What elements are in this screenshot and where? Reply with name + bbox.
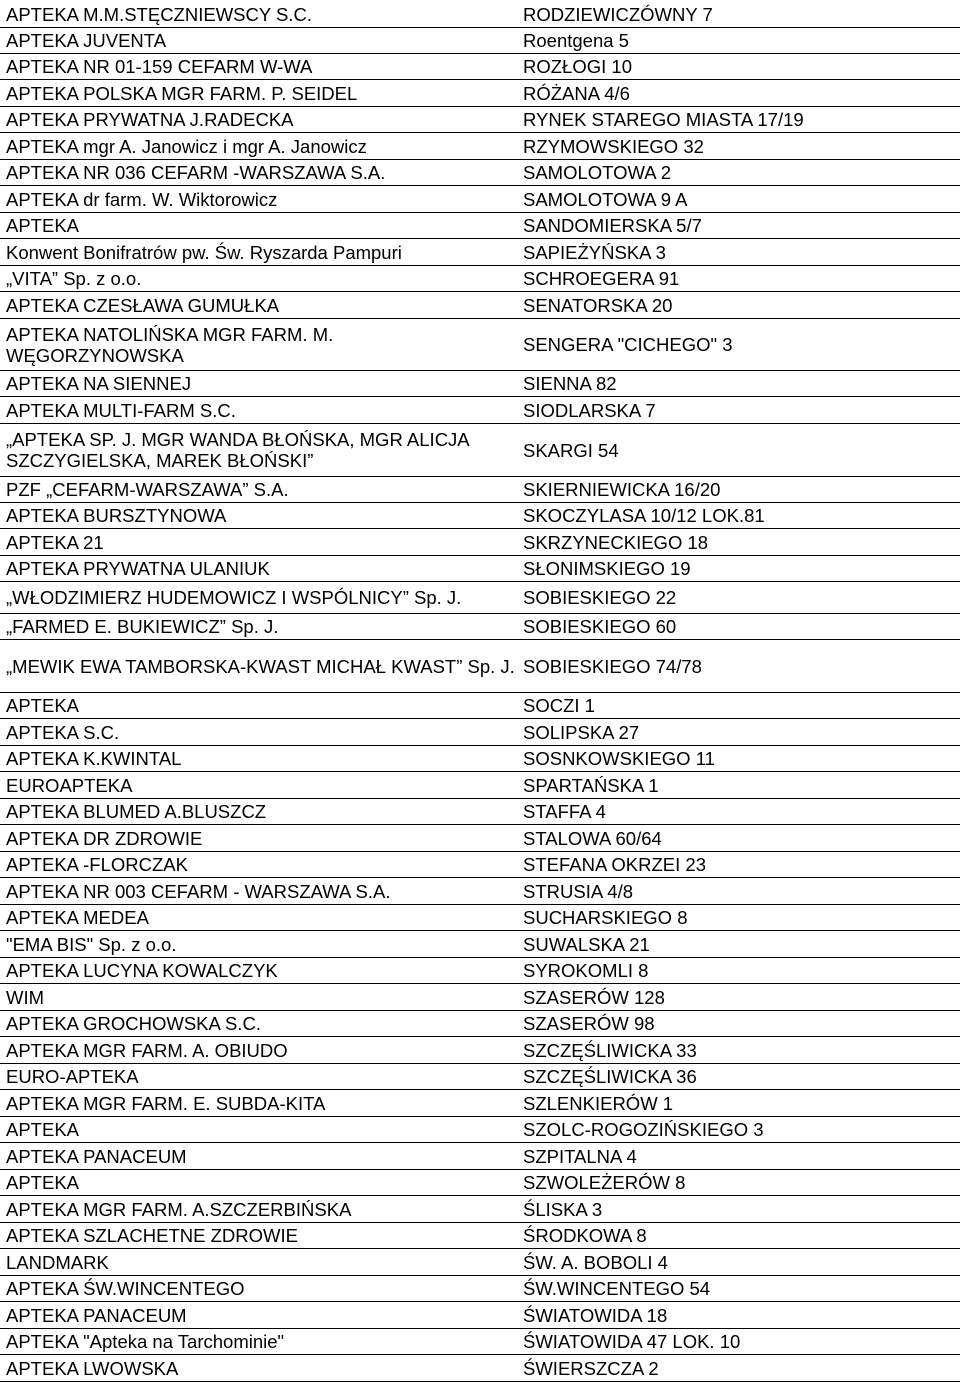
table-row: [0, 1170, 960, 1196]
pharmacy-name-cell: APTEKA 21: [6, 531, 104, 553]
table-row: [0, 1196, 960, 1223]
table-row: [0, 371, 960, 397]
pharmacy-address-cell: SCHROEGERA 91: [523, 268, 680, 289]
pharmacy-address-cell: ŚWIERSZCZA 2: [523, 1357, 659, 1379]
pharmacy-address-cell: STALOWA 60/64: [523, 827, 662, 849]
pharmacy-name-cell: APTEKA NR 01-159 CEFARM W-WA: [6, 56, 313, 77]
pharmacy-address-cell: RZYMOWSKIEGO 32: [523, 135, 704, 157]
pharmacy-address-cell: RYNEK STAREGO MIASTA 17/19: [523, 109, 804, 130]
pharmacy-address-cell: SZASERÓW 128: [523, 986, 665, 1008]
pharmacy-name-cell: APTEKA MGR FARM. A.SZCZERBIŃSKA: [6, 1198, 352, 1220]
pharmacy-name-cell: APTEKA LUCYNA KOWALCZYK: [6, 960, 278, 981]
pharmacy-name-cell: APTEKA BLUMED A.BLUSZCZ: [6, 801, 267, 822]
table-row: [0, 2, 960, 28]
pharmacy-name-cell: "EMA BIS" Sp. z o.o.: [6, 933, 177, 955]
pharmacy-address-cell: ŚW. A. BOBOLI 4: [523, 1251, 668, 1273]
pharmacy-name-cell: APTEKA "Apteka na Tarchominie": [6, 1331, 285, 1352]
pharmacy-name-cell: APTEKA: [6, 695, 79, 716]
pharmacy-name-cell: Konwent Bonifratrów pw. Św. Ryszarda Pampuri: [6, 241, 402, 263]
table-row: [0, 1037, 960, 1064]
pharmacy-address-cell: RODZIEWICZÓWNY 7: [523, 4, 713, 25]
pharmacy-name-cell: APTEKA NATOLIŃSKA MGR FARM. M. WĘGORZYNOWSKA: [6, 323, 334, 366]
pharmacy-name-cell: APTEKA S.C.: [6, 721, 120, 743]
pharmacy-name-cell: APTEKA NR 036 CEFARM -WARSZAWA S.A.: [6, 162, 386, 183]
pharmacy-address-cell: ŚW.WINCENTEGO 54: [523, 1278, 711, 1299]
table-row: [0, 958, 960, 984]
pharmacy-name-cell: APTEKA PRYWATNA ULANIUK: [6, 558, 270, 579]
pharmacy-name-cell: APTEKA NA SIENNEJ: [6, 373, 192, 394]
pharmacy-name-cell: EUROAPTEKA: [6, 774, 133, 796]
pharmacy-name-cell: LANDMARK: [6, 1251, 109, 1273]
pharmacy-address-cell: SENATORSKA 20: [523, 294, 673, 316]
pharmacy-address-cell: SZASERÓW 98: [523, 1013, 655, 1034]
pharmacy-name-cell: APTEKA dr farm. W. Wiktorowicz: [6, 188, 278, 210]
table-row: [0, 1355, 960, 1382]
table-row: [0, 239, 960, 266]
pharmacy-address-cell: STAFFA 4: [523, 801, 606, 822]
table-row: [0, 825, 960, 852]
pharmacy-name-cell: PZF „CEFARM-WARSZAWA” S.A.: [6, 479, 289, 500]
table-row: [0, 186, 960, 213]
pharmacy-address-cell: RÓŻANA 4/6: [523, 82, 630, 104]
pharmacy-name-cell: APTEKA M.M.STĘCZNIEWSCY S.C.: [6, 4, 312, 25]
pharmacy-address-cell: SKARGI 54: [523, 439, 619, 461]
table-row: [0, 319, 960, 371]
pharmacy-name-cell: APTEKA MGR FARM. A. OBIUDO: [6, 1039, 288, 1061]
table-row: [0, 719, 960, 746]
table-row: [0, 1090, 960, 1117]
pharmacy-address-cell: STRUSIA 4/8: [523, 880, 634, 902]
table-row: [0, 292, 960, 319]
pharmacy-address-cell: SYROKOMLI 8: [523, 960, 649, 981]
table-row: [0, 266, 960, 292]
table-row: [0, 905, 960, 931]
pharmacy-address-cell: SOBIESKIEGO 60: [523, 616, 677, 637]
pharmacy-address-cell: SAMOLOTOWA 2: [523, 162, 672, 183]
pharmacy-name-cell: „MEWIK EWA TAMBORSKA-KWAST MICHAŁ KWAST” Sp. J.: [6, 655, 515, 677]
pharmacy-name-cell: APTEKA MULTI-FARM S.C.: [6, 399, 236, 421]
pharmacy-name-cell: APTEKA MGR FARM. E. SUBDA-KITA: [6, 1092, 326, 1114]
table-row: [0, 107, 960, 133]
table-row: [0, 529, 960, 556]
pharmacy-name-cell: APTEKA PRYWATNA J.RADECKA: [6, 109, 294, 130]
pharmacy-address-cell: SZWOLEŻERÓW 8: [523, 1172, 686, 1193]
pharmacy-name-cell: APTEKA LWOWSKA: [6, 1357, 179, 1379]
table-row: [0, 1249, 960, 1276]
pharmacy-address-cell: STEFANA OKRZEI 23: [523, 854, 707, 875]
pharmacy-name-cell: APTEKA: [6, 215, 79, 236]
pharmacy-address-cell: ŚRODKOWA 8: [523, 1225, 647, 1246]
table-row: [0, 640, 960, 693]
table-row: [0, 931, 960, 958]
pharmacy-name-cell: APTEKA PANACEUM: [6, 1145, 187, 1167]
table-row: [0, 556, 960, 582]
pharmacy-name-cell: APTEKA K.KWINTAL: [6, 748, 182, 769]
pharmacy-name-cell: „VITA” Sp. z o.o.: [6, 268, 142, 289]
table-row: [0, 614, 960, 640]
pharmacy-name-cell: APTEKA: [6, 1172, 79, 1193]
table-row: [0, 582, 960, 614]
pharmacy-name-cell: APTEKA POLSKA MGR FARM. P. SEIDEL: [6, 82, 358, 104]
pharmacy-name-cell: APTEKA CZESŁAWA GUMUŁKA: [6, 294, 280, 316]
table-row: [0, 1117, 960, 1143]
pharmacy-address-cell: SZCZĘŚLIWICKA 36: [523, 1066, 697, 1087]
table-row: [0, 772, 960, 799]
pharmacy-address-cell: ŚWIATOWIDA 47 LOK. 10: [523, 1331, 741, 1352]
pharmacy-name-cell: APTEKA MEDEA: [6, 907, 149, 928]
pharmacy-name-cell: „WŁODZIMIERZ HUDEMOWICZ I WSPÓLNICY” Sp. J.: [6, 587, 462, 608]
pharmacy-address-cell: SUCHARSKIEGO 8: [523, 907, 688, 928]
pharmacy-address-cell: SIODLARSKA 7: [523, 399, 656, 421]
pharmacy-name-cell: EURO-APTEKA: [6, 1066, 139, 1087]
pharmacy-address-cell: SAPIEŻYŃSKA 3: [523, 241, 666, 263]
pharmacy-address-cell: SIENNA 82: [523, 373, 617, 394]
table-row: [0, 693, 960, 719]
table-row: [0, 503, 960, 529]
pharmacy-name-cell: „APTEKA SP. J. MGR WANDA BŁOŃSKA, MGR ALICJA SZCZYGIELSKA, MAREK BŁOŃSKI”: [6, 429, 469, 471]
pharmacy-address-cell: SOBIESKIEGO 22: [523, 587, 677, 608]
table-row: [0, 852, 960, 878]
table-row: [0, 1276, 960, 1302]
table-row: [0, 397, 960, 424]
pharmacy-address-cell: SKIERNIEWICKA 16/20: [523, 479, 721, 500]
pharmacy-address-cell: SZCZĘŚLIWICKA 33: [523, 1039, 697, 1061]
pharmacy-name-cell: WIM: [6, 986, 45, 1008]
pharmacy-address-cell: SKOCZYLASA 10/12 LOK.81: [523, 505, 765, 526]
pharmacy-address-cell: SOCZI 1: [523, 695, 595, 716]
table-row: [0, 984, 960, 1011]
pharmacy-name-cell: APTEKA: [6, 1119, 79, 1140]
table-row: [0, 1329, 960, 1355]
pharmacy-address-cell: ROZŁOGI 10: [523, 56, 632, 77]
table-row: [0, 878, 960, 905]
pharmacy-name-cell: APTEKA -FLORCZAK: [6, 854, 188, 875]
pharmacy-address-cell: ŚLISKA 3: [523, 1198, 603, 1220]
pharmacy-name-cell: APTEKA ŚW.WINCENTEGO: [6, 1278, 245, 1299]
pharmacy-name-cell: APTEKA JUVENTA: [6, 30, 167, 51]
pharmacy-address-cell: SUWALSKA 21: [523, 933, 650, 955]
pharmacy-address-cell: SZOLC-ROGOZIŃSKIEGO 3: [523, 1119, 764, 1140]
table-row: [0, 477, 960, 503]
table-row: [0, 1302, 960, 1329]
pharmacy-name-cell: „FARMED E. BUKIEWICZ” Sp. J.: [6, 616, 279, 637]
pharmacy-name-cell: APTEKA BURSZTYNOWA: [6, 505, 227, 526]
pharmacy-address-cell: SŁONIMSKIEGO 19: [523, 558, 691, 579]
table-row: [0, 28, 960, 54]
pharmacy-name-cell: APTEKA PANACEUM: [6, 1304, 187, 1326]
table-row: [0, 1011, 960, 1037]
pharmacy-name-cell: APTEKA NR 003 CEFARM - WARSZAWA S.A.: [6, 880, 391, 902]
table-row: [0, 54, 960, 80]
table-row: [0, 424, 960, 477]
pharmacy-address-cell: SANDOMIERSKA 5/7: [523, 215, 702, 236]
pharmacy-address-cell: SKRZYNECKIEGO 18: [523, 531, 709, 553]
pharmacy-address-cell: ŚWIATOWIDA 18: [523, 1304, 668, 1326]
pharmacy-name-cell: APTEKA GROCHOWSKA S.C.: [6, 1013, 261, 1034]
table-row: [0, 799, 960, 825]
pharmacy-address-cell: SOSNKOWSKIEGO 11: [523, 748, 715, 769]
pharmacy-address-cell: Roentgena 5: [523, 30, 629, 51]
table-row: [0, 160, 960, 186]
pharmacy-name-cell: APTEKA mgr A. Janowicz i mgr A. Janowicz: [6, 135, 367, 157]
pharmacy-address-cell: SOLIPSKA 27: [523, 721, 640, 743]
pharmacy-address-cell: SZLENKIERÓW 1: [523, 1092, 674, 1114]
table-row: [0, 1143, 960, 1170]
table-row: [0, 1223, 960, 1249]
table-row: [0, 746, 960, 772]
pharmacy-address-cell: SENGERA "CICHEGO" 3: [523, 334, 733, 355]
pharmacy-name-cell: APTEKA DR ZDROWIE: [6, 827, 203, 849]
pharmacy-address-cell: SAMOLOTOWA 9 A: [523, 188, 688, 210]
table-row: [0, 133, 960, 160]
table-row: [0, 80, 960, 107]
pharmacy-address-cell: SPARTAŃSKA 1: [523, 774, 659, 796]
pharmacy-address-cell: SOBIESKIEGO 74/78: [523, 655, 702, 677]
table-row: [0, 213, 960, 239]
pharmacy-name-cell: APTEKA SZLACHETNE ZDROWIE: [6, 1225, 298, 1246]
table-row: [0, 1064, 960, 1090]
pharmacy-address-cell: SZPITALNA 4: [523, 1145, 637, 1167]
